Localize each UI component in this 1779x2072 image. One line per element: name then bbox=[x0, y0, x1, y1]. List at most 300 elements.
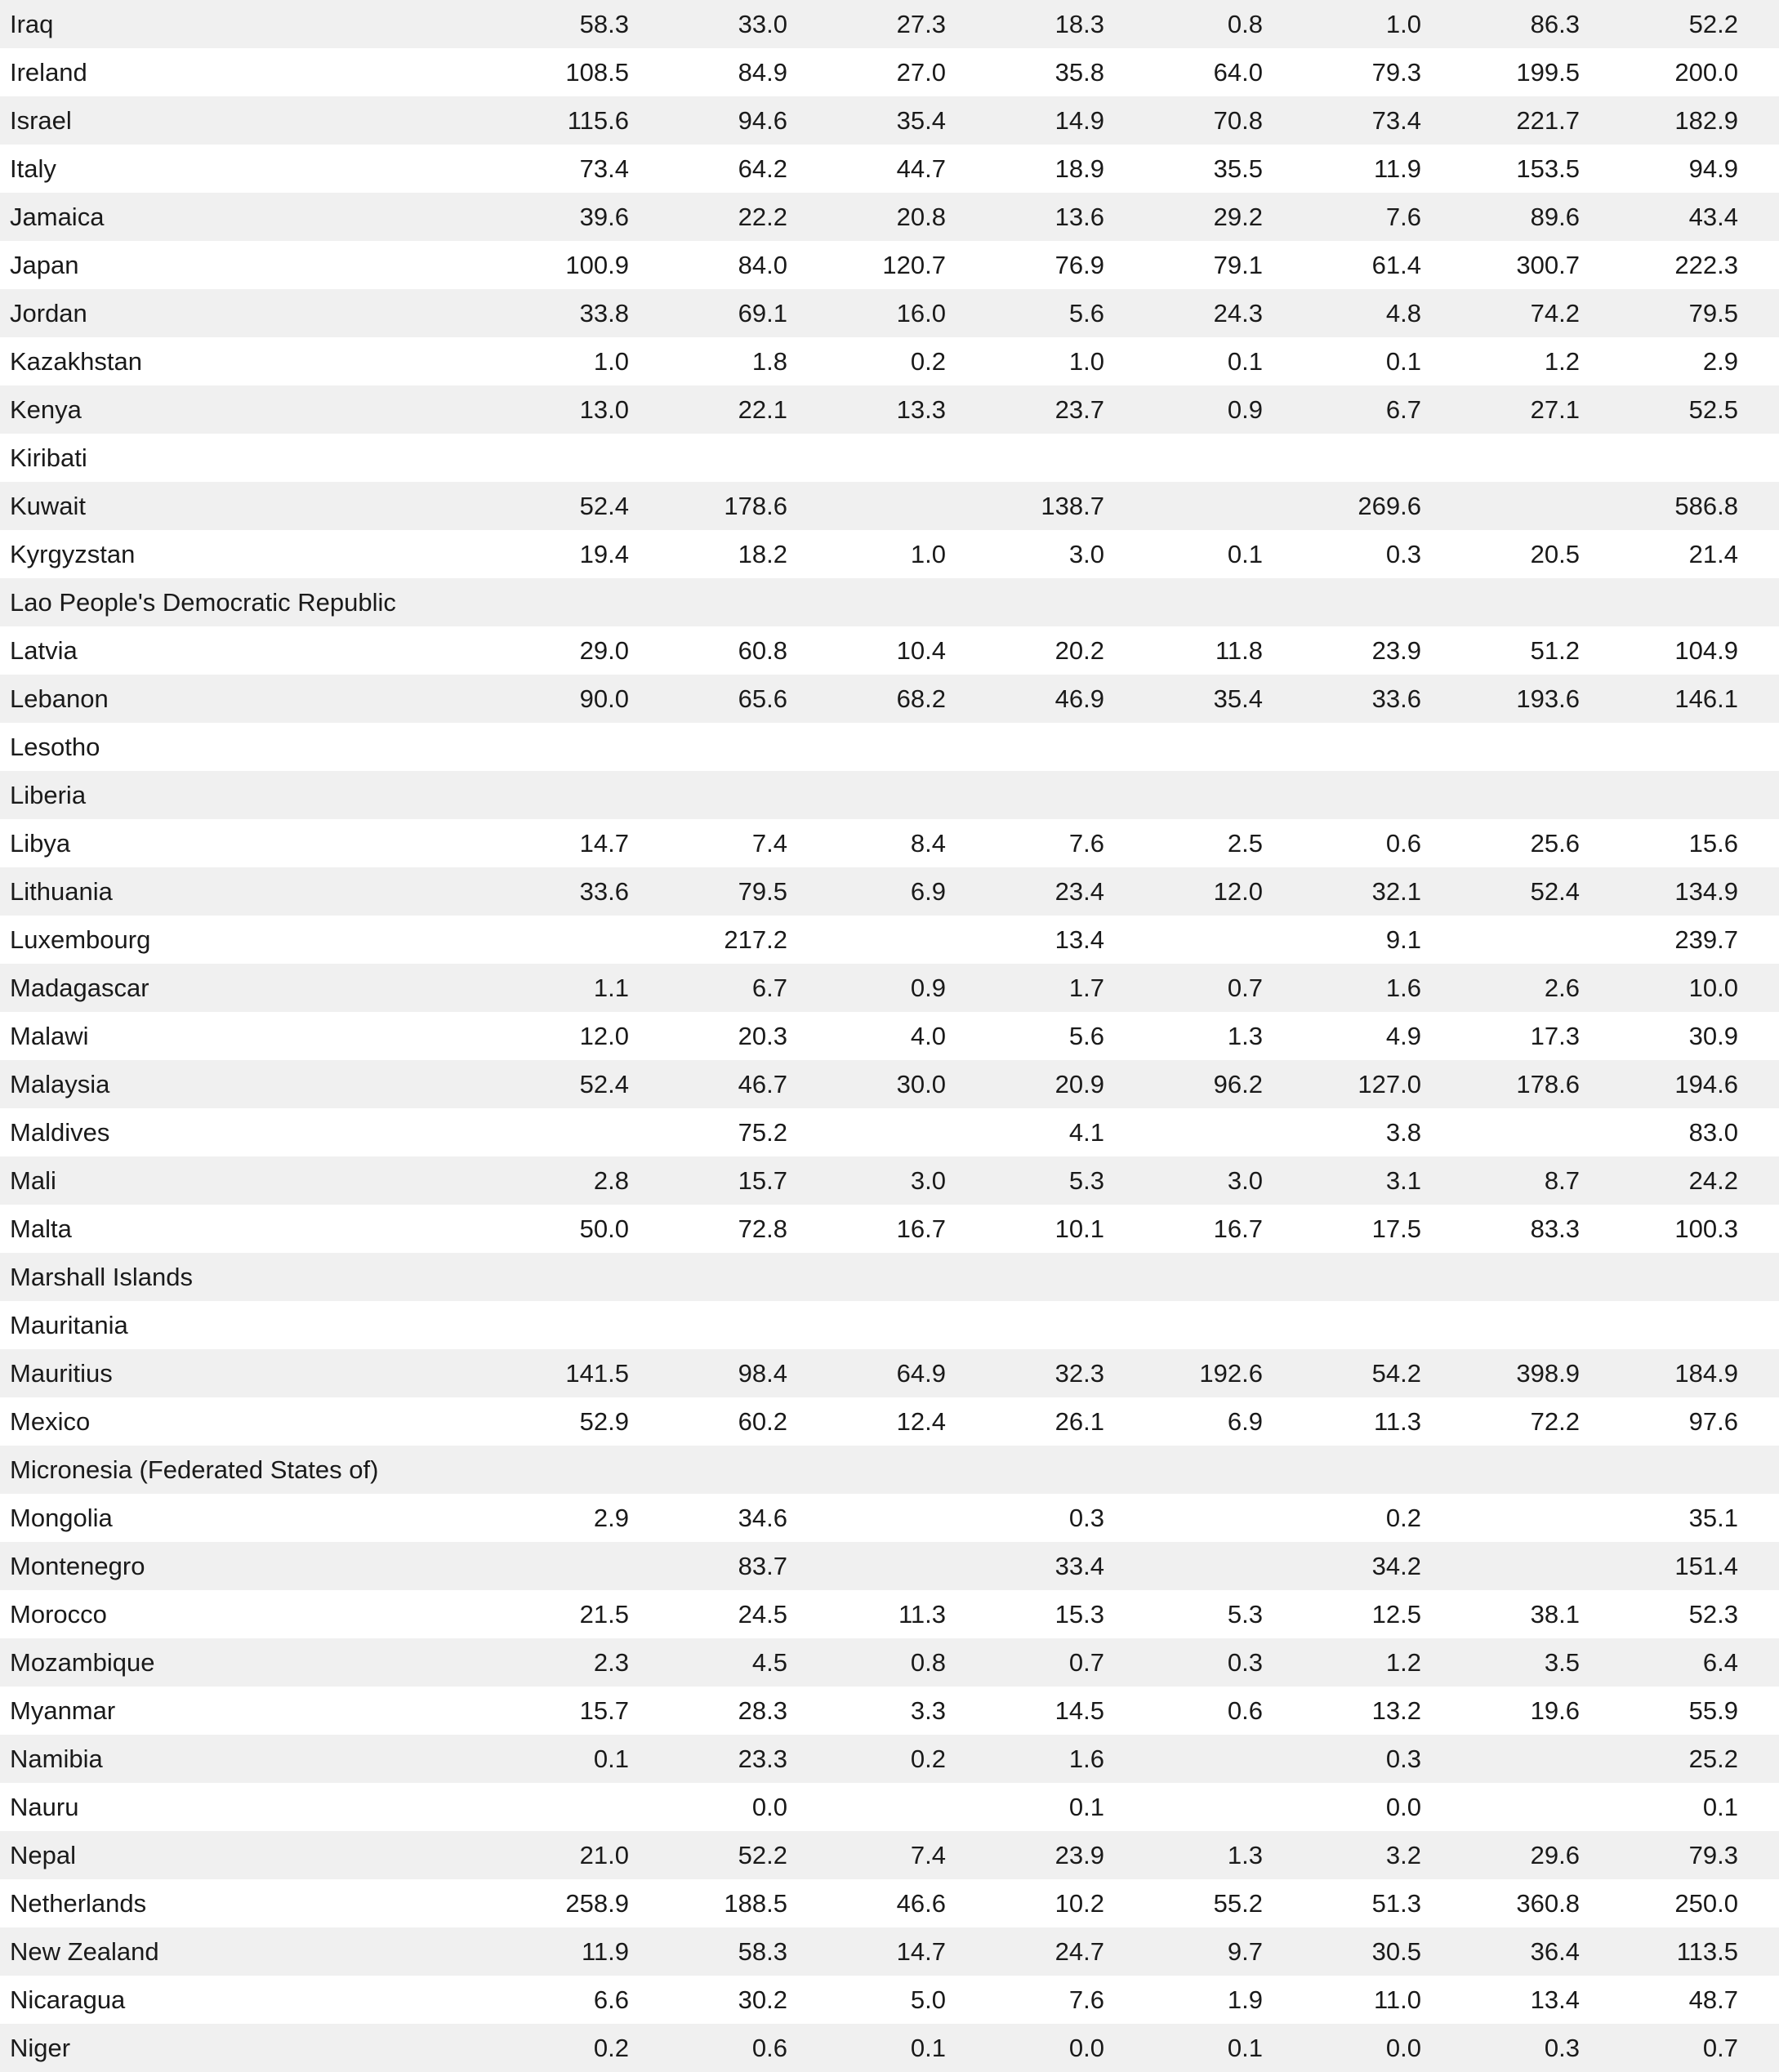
value-cell-col-5: 0.3 bbox=[1227, 1648, 1263, 1677]
value-cell-col-3: 1.0 bbox=[910, 540, 946, 568]
value-cell-col-7: 36.4 bbox=[1530, 1937, 1580, 1966]
country-name: Mauritius bbox=[10, 1359, 113, 1388]
table-row bbox=[0, 1012, 1779, 1060]
value-cell-col-1 bbox=[482, 434, 629, 482]
value-cell-col-7: 153.5 bbox=[1516, 154, 1580, 183]
value-cell-col-5: 29.2 bbox=[1213, 203, 1263, 231]
value-cell-col-2: 7.4 bbox=[751, 829, 787, 858]
value-cell-col-3 bbox=[799, 482, 946, 530]
table-row bbox=[0, 530, 1779, 578]
value-cell-col-2: 15.7 bbox=[738, 1166, 787, 1195]
value-cell-col-1: 13.0 bbox=[579, 395, 629, 424]
value-cell-col-7: 20.5 bbox=[1530, 540, 1580, 568]
value-cell-col-6: 54.2 bbox=[1371, 1359, 1421, 1388]
value-cell-col-1: 21.0 bbox=[579, 1841, 629, 1869]
country-name: Nepal bbox=[10, 1841, 76, 1869]
table-row bbox=[0, 1783, 1779, 1831]
value-cell-col-7: 199.5 bbox=[1516, 58, 1580, 87]
value-cell-col-8: 97.6 bbox=[1688, 1407, 1738, 1436]
value-cell-col-7: 398.9 bbox=[1516, 1359, 1580, 1388]
value-cell-col-2: 22.1 bbox=[738, 395, 787, 424]
value-cell-col-5: 0.7 bbox=[1227, 974, 1263, 1002]
value-cell-col-2: 18.2 bbox=[738, 540, 787, 568]
value-cell-col-2: 84.0 bbox=[738, 251, 787, 279]
value-cell-col-6: 1.0 bbox=[1385, 10, 1421, 38]
country-name: Maldives bbox=[10, 1118, 110, 1147]
value-cell-col-2 bbox=[640, 434, 787, 482]
value-cell-col-1: 108.5 bbox=[565, 58, 629, 87]
table-row bbox=[0, 1446, 1779, 1494]
value-cell-col-2: 0.6 bbox=[751, 2034, 787, 2062]
value-cell-col-8: 113.5 bbox=[1676, 1937, 1738, 1966]
value-cell-col-8: 43.4 bbox=[1688, 203, 1738, 231]
value-cell-col-8: 79.5 bbox=[1688, 299, 1738, 328]
value-cell-col-3: 12.4 bbox=[896, 1407, 946, 1436]
value-cell-col-8: 52.3 bbox=[1688, 1600, 1738, 1629]
value-cell-col-3 bbox=[799, 1783, 946, 1831]
table-row bbox=[0, 1831, 1779, 1879]
value-cell-col-2: 33.0 bbox=[738, 10, 787, 38]
country-name: Libya bbox=[10, 829, 71, 858]
value-cell-col-5 bbox=[1116, 1783, 1263, 1831]
value-cell-col-3: 20.8 bbox=[896, 203, 946, 231]
value-cell-col-1 bbox=[482, 1783, 629, 1831]
value-cell-col-7: 3.5 bbox=[1544, 1648, 1580, 1677]
value-cell-col-3: 8.4 bbox=[910, 829, 946, 858]
value-cell-col-7 bbox=[1433, 771, 1580, 819]
value-cell-col-4: 18.3 bbox=[1054, 10, 1104, 38]
value-cell-col-4: 35.8 bbox=[1054, 58, 1104, 87]
value-cell-col-8: 194.6 bbox=[1674, 1070, 1738, 1098]
value-cell-col-3 bbox=[799, 1542, 946, 1590]
country-name: Montenegro bbox=[10, 1552, 145, 1580]
value-cell-col-3 bbox=[799, 578, 946, 626]
table-row bbox=[0, 482, 1779, 530]
value-cell-col-4: 1.6 bbox=[1068, 1744, 1104, 1773]
value-cell-col-3: 46.6 bbox=[896, 1889, 946, 1918]
value-cell-col-2: 0.0 bbox=[751, 1793, 787, 1821]
table-row bbox=[0, 48, 1779, 96]
value-cell-col-6: 3.2 bbox=[1385, 1841, 1421, 1869]
value-cell-col-6: 51.3 bbox=[1371, 1889, 1421, 1918]
value-cell-col-6 bbox=[1274, 1301, 1421, 1349]
value-cell-col-8 bbox=[1591, 434, 1738, 482]
value-cell-col-6: 269.6 bbox=[1358, 492, 1421, 520]
value-cell-col-6: 13.2 bbox=[1371, 1696, 1421, 1725]
value-cell-col-8: 30.9 bbox=[1688, 1022, 1738, 1050]
value-cell-col-8: 146.1 bbox=[1674, 684, 1738, 713]
table-row bbox=[0, 1638, 1779, 1687]
value-cell-col-7 bbox=[1433, 434, 1580, 482]
value-cell-col-2 bbox=[640, 1446, 787, 1494]
value-cell-col-3: 30.0 bbox=[896, 1070, 946, 1098]
value-cell-col-5 bbox=[1116, 434, 1263, 482]
value-cell-col-6: 3.8 bbox=[1385, 1118, 1421, 1147]
value-cell-col-2: 64.2 bbox=[738, 154, 787, 183]
value-cell-col-8: 52.2 bbox=[1688, 10, 1738, 38]
value-cell-col-1 bbox=[482, 916, 629, 964]
value-cell-col-4: 76.9 bbox=[1054, 251, 1104, 279]
value-cell-col-7: 27.1 bbox=[1530, 395, 1580, 424]
table-row bbox=[0, 916, 1779, 964]
country-name: Lao People's Democratic Republic bbox=[10, 588, 396, 617]
value-cell-col-1 bbox=[482, 1253, 629, 1301]
value-cell-col-7 bbox=[1433, 1783, 1580, 1831]
value-cell-col-8: 239.7 bbox=[1674, 925, 1738, 954]
value-cell-col-8: 250.0 bbox=[1674, 1889, 1738, 1918]
value-cell-col-2: 94.6 bbox=[738, 106, 787, 135]
value-cell-col-6: 0.0 bbox=[1385, 1793, 1421, 1821]
value-cell-col-8: 83.0 bbox=[1688, 1118, 1738, 1147]
value-cell-col-1: 100.9 bbox=[565, 251, 629, 279]
value-cell-col-8 bbox=[1591, 723, 1738, 771]
value-cell-col-2: 23.3 bbox=[738, 1744, 787, 1773]
value-cell-col-8 bbox=[1591, 1301, 1738, 1349]
value-cell-col-6 bbox=[1274, 1253, 1421, 1301]
value-cell-col-4: 23.9 bbox=[1054, 1841, 1104, 1869]
table-row bbox=[0, 1976, 1779, 2024]
value-cell-col-5 bbox=[1116, 1735, 1263, 1783]
value-cell-col-7 bbox=[1433, 1735, 1580, 1783]
country-name: Jamaica bbox=[10, 203, 105, 231]
value-cell-col-1 bbox=[482, 723, 629, 771]
value-cell-col-2 bbox=[640, 578, 787, 626]
value-cell-col-4: 13.6 bbox=[1054, 203, 1104, 231]
value-cell-col-8: 104.9 bbox=[1674, 636, 1738, 665]
value-cell-col-2: 84.9 bbox=[738, 58, 787, 87]
value-cell-col-2: 60.2 bbox=[738, 1407, 787, 1436]
value-cell-col-5 bbox=[1116, 482, 1263, 530]
table-row bbox=[0, 1687, 1779, 1735]
value-cell-col-1: 33.8 bbox=[579, 299, 629, 328]
table-row bbox=[0, 723, 1779, 771]
country-name: Niger bbox=[10, 2034, 71, 2062]
value-cell-col-6: 4.9 bbox=[1385, 1022, 1421, 1050]
value-cell-col-6: 23.9 bbox=[1371, 636, 1421, 665]
value-cell-col-7: 2.6 bbox=[1544, 974, 1580, 1002]
value-cell-col-1: 1.1 bbox=[593, 974, 629, 1002]
table-row bbox=[0, 193, 1779, 241]
value-cell-col-7: 8.7 bbox=[1544, 1166, 1580, 1195]
value-cell-col-3: 0.2 bbox=[910, 347, 946, 376]
value-cell-col-2: 217.2 bbox=[724, 925, 787, 954]
value-cell-col-6: 11.0 bbox=[1373, 1985, 1421, 2014]
table-row bbox=[0, 241, 1779, 289]
country-name: New Zealand bbox=[10, 1937, 159, 1966]
value-cell-col-2: 178.6 bbox=[724, 492, 787, 520]
country-name: Namibia bbox=[10, 1744, 103, 1773]
value-cell-col-3 bbox=[799, 771, 946, 819]
value-cell-col-6: 61.4 bbox=[1371, 251, 1421, 279]
value-cell-col-8: 55.9 bbox=[1688, 1696, 1738, 1725]
country-name: Lebanon bbox=[10, 684, 109, 713]
value-cell-col-7 bbox=[1433, 1542, 1580, 1590]
value-cell-col-4 bbox=[957, 1446, 1104, 1494]
value-cell-col-3: 11.3 bbox=[898, 1600, 946, 1629]
value-cell-col-7 bbox=[1433, 916, 1580, 964]
table-row bbox=[0, 819, 1779, 867]
country-name: Jordan bbox=[10, 299, 87, 328]
value-cell-col-5: 79.1 bbox=[1213, 251, 1263, 279]
value-cell-col-8: 15.6 bbox=[1688, 829, 1738, 858]
country-name: Netherlands bbox=[10, 1889, 147, 1918]
value-cell-col-4: 0.0 bbox=[1068, 2034, 1104, 2062]
value-cell-col-3: 35.4 bbox=[896, 106, 946, 135]
value-cell-col-1 bbox=[482, 578, 629, 626]
value-cell-col-7: 52.4 bbox=[1530, 877, 1580, 906]
country-name: Iraq bbox=[10, 10, 54, 38]
value-cell-col-1: 90.0 bbox=[579, 684, 629, 713]
value-cell-col-6: 0.6 bbox=[1385, 829, 1421, 858]
value-cell-col-8: 0.7 bbox=[1702, 2034, 1738, 2062]
value-cell-col-3: 7.4 bbox=[910, 1841, 946, 1869]
value-cell-col-4: 10.1 bbox=[1054, 1214, 1104, 1243]
value-cell-col-6: 32.1 bbox=[1371, 877, 1421, 906]
value-cell-col-5 bbox=[1116, 1542, 1263, 1590]
value-cell-col-6: 127.0 bbox=[1358, 1070, 1421, 1098]
country-name: Lithuania bbox=[10, 877, 113, 906]
value-cell-col-4: 33.4 bbox=[1054, 1552, 1104, 1580]
value-cell-col-6: 79.3 bbox=[1371, 58, 1421, 87]
country-name: Lesotho bbox=[10, 733, 100, 761]
value-cell-col-2: 60.8 bbox=[738, 636, 787, 665]
value-cell-col-8: 52.5 bbox=[1688, 395, 1738, 424]
value-cell-col-1: 39.6 bbox=[579, 203, 629, 231]
value-cell-col-1: 258.9 bbox=[565, 1889, 629, 1918]
value-cell-col-7: 360.8 bbox=[1516, 1889, 1580, 1918]
value-cell-col-5 bbox=[1116, 916, 1263, 964]
value-cell-col-4: 1.7 bbox=[1068, 974, 1104, 1002]
value-cell-col-6: 30.5 bbox=[1371, 1937, 1421, 1966]
table-row bbox=[0, 675, 1779, 723]
table-row bbox=[0, 771, 1779, 819]
value-cell-col-1: 50.0 bbox=[579, 1214, 629, 1243]
value-cell-col-2: 75.2 bbox=[738, 1118, 787, 1147]
value-cell-col-3: 0.9 bbox=[910, 974, 946, 1002]
value-cell-col-3: 120.7 bbox=[882, 251, 946, 279]
value-cell-col-5 bbox=[1116, 1253, 1263, 1301]
country-name: Nauru bbox=[10, 1793, 79, 1821]
value-cell-col-3: 27.0 bbox=[896, 58, 946, 87]
value-cell-col-7: 83.3 bbox=[1530, 1214, 1580, 1243]
value-cell-col-4 bbox=[957, 578, 1104, 626]
country-name: Luxembourg bbox=[10, 925, 151, 954]
table-row bbox=[0, 1590, 1779, 1638]
value-cell-col-3: 44.7 bbox=[896, 154, 946, 183]
value-cell-col-4 bbox=[957, 771, 1104, 819]
value-cell-col-6: 34.2 bbox=[1371, 1552, 1421, 1580]
value-cell-col-5: 0.6 bbox=[1227, 1696, 1263, 1725]
country-name: Myanmar bbox=[10, 1696, 116, 1725]
value-cell-col-5: 11.8 bbox=[1215, 636, 1263, 665]
value-cell-col-6: 0.3 bbox=[1385, 1744, 1421, 1773]
value-cell-col-8: 151.4 bbox=[1674, 1552, 1738, 1580]
value-cell-col-2: 28.3 bbox=[738, 1696, 787, 1725]
value-cell-col-6: 11.9 bbox=[1373, 154, 1421, 183]
value-cell-col-4: 15.3 bbox=[1054, 1600, 1104, 1629]
value-cell-col-5 bbox=[1116, 1494, 1263, 1542]
table-row bbox=[0, 2024, 1779, 2072]
value-cell-col-7: 13.4 bbox=[1530, 1985, 1580, 2014]
value-cell-col-8: 79.3 bbox=[1688, 1841, 1738, 1869]
table-row bbox=[0, 626, 1779, 675]
value-cell-col-7: 89.6 bbox=[1530, 203, 1580, 231]
value-cell-col-5: 1.3 bbox=[1227, 1022, 1263, 1050]
country-name: Mauritania bbox=[10, 1311, 128, 1339]
value-cell-col-5: 1.9 bbox=[1227, 1985, 1263, 2014]
value-cell-col-3: 0.1 bbox=[910, 2034, 946, 2062]
country-name: Kenya bbox=[10, 395, 82, 424]
value-cell-col-7: 72.2 bbox=[1530, 1407, 1580, 1436]
value-cell-col-5: 35.4 bbox=[1213, 684, 1263, 713]
table-row bbox=[0, 1156, 1779, 1205]
value-cell-col-8 bbox=[1591, 1253, 1738, 1301]
value-cell-col-2: 65.6 bbox=[738, 684, 787, 713]
value-cell-col-8: 586.8 bbox=[1674, 492, 1738, 520]
value-cell-col-4: 10.2 bbox=[1054, 1889, 1104, 1918]
value-cell-col-4: 1.0 bbox=[1068, 347, 1104, 376]
value-cell-col-4: 26.1 bbox=[1054, 1407, 1104, 1436]
value-cell-col-6: 73.4 bbox=[1371, 106, 1421, 135]
value-cell-col-2: 98.4 bbox=[738, 1359, 787, 1388]
country-name: Mozambique bbox=[10, 1648, 155, 1677]
value-cell-col-4: 0.1 bbox=[1068, 1793, 1104, 1821]
value-cell-col-3 bbox=[799, 1253, 946, 1301]
value-cell-col-1: 141.5 bbox=[565, 1359, 629, 1388]
value-cell-col-2: 20.3 bbox=[738, 1022, 787, 1050]
value-cell-col-4: 14.9 bbox=[1054, 106, 1104, 135]
table-row bbox=[0, 867, 1779, 916]
value-cell-col-2 bbox=[640, 723, 787, 771]
value-cell-col-3 bbox=[799, 1301, 946, 1349]
table-row bbox=[0, 964, 1779, 1012]
value-cell-col-6: 0.3 bbox=[1385, 540, 1421, 568]
value-cell-col-4: 5.6 bbox=[1068, 1022, 1104, 1050]
value-cell-col-8 bbox=[1591, 578, 1738, 626]
value-cell-col-4: 18.9 bbox=[1054, 154, 1104, 183]
country-name: Kiribati bbox=[10, 443, 87, 472]
value-cell-col-4: 0.3 bbox=[1068, 1504, 1104, 1532]
value-cell-col-4: 138.7 bbox=[1041, 492, 1104, 520]
value-cell-col-4: 3.0 bbox=[1068, 540, 1104, 568]
value-cell-col-3: 5.0 bbox=[910, 1985, 946, 2014]
country-name: Latvia bbox=[10, 636, 78, 665]
value-cell-col-1 bbox=[482, 1542, 629, 1590]
value-cell-col-6 bbox=[1274, 434, 1421, 482]
value-cell-col-5: 0.8 bbox=[1227, 10, 1263, 38]
value-cell-col-5: 9.7 bbox=[1227, 1937, 1263, 1966]
value-cell-col-8: 24.2 bbox=[1688, 1166, 1738, 1195]
table-row bbox=[0, 1397, 1779, 1446]
value-cell-col-2: 34.6 bbox=[738, 1504, 787, 1532]
value-cell-col-4: 13.4 bbox=[1054, 925, 1104, 954]
value-cell-col-1 bbox=[482, 1446, 629, 1494]
value-cell-col-1: 52.9 bbox=[579, 1407, 629, 1436]
value-cell-col-1: 15.7 bbox=[579, 1696, 629, 1725]
value-cell-col-7: 193.6 bbox=[1516, 684, 1580, 713]
table-row bbox=[0, 1108, 1779, 1156]
value-cell-col-2: 58.3 bbox=[738, 1937, 787, 1966]
value-cell-col-4: 7.6 bbox=[1068, 829, 1104, 858]
value-cell-col-5 bbox=[1116, 1446, 1263, 1494]
value-cell-col-5: 2.5 bbox=[1227, 829, 1263, 858]
value-cell-col-6: 1.2 bbox=[1385, 1648, 1421, 1677]
value-cell-col-2: 6.7 bbox=[751, 974, 787, 1002]
country-name: Mexico bbox=[10, 1407, 91, 1436]
value-cell-col-5: 192.6 bbox=[1199, 1359, 1263, 1388]
value-cell-col-2: 69.1 bbox=[738, 299, 787, 328]
table-row bbox=[0, 385, 1779, 434]
value-cell-col-3 bbox=[799, 1446, 946, 1494]
value-cell-col-4: 46.9 bbox=[1054, 684, 1104, 713]
value-cell-col-7: 0.3 bbox=[1544, 2034, 1580, 2062]
value-cell-col-7: 38.1 bbox=[1530, 1600, 1580, 1629]
value-cell-col-1 bbox=[482, 1301, 629, 1349]
value-cell-col-8: 48.7 bbox=[1688, 1985, 1738, 2014]
value-cell-col-3: 3.3 bbox=[910, 1696, 946, 1725]
country-name: Marshall Islands bbox=[10, 1263, 193, 1291]
table-row bbox=[0, 337, 1779, 385]
country-name: Israel bbox=[10, 106, 72, 135]
value-cell-col-8: 10.0 bbox=[1688, 974, 1738, 1002]
value-cell-col-3: 0.8 bbox=[910, 1648, 946, 1677]
value-cell-col-7 bbox=[1433, 482, 1580, 530]
value-cell-col-3 bbox=[799, 1108, 946, 1156]
value-cell-col-2: 188.5 bbox=[724, 1889, 787, 1918]
value-cell-col-2 bbox=[640, 1301, 787, 1349]
value-cell-col-3: 16.0 bbox=[896, 299, 946, 328]
value-cell-col-3: 64.9 bbox=[896, 1359, 946, 1388]
value-cell-col-5: 12.0 bbox=[1213, 877, 1263, 906]
value-cell-col-1 bbox=[482, 771, 629, 819]
table-row bbox=[0, 145, 1779, 193]
value-cell-col-2: 24.5 bbox=[738, 1600, 787, 1629]
value-cell-col-1: 2.8 bbox=[593, 1166, 629, 1195]
value-cell-col-1: 73.4 bbox=[579, 154, 629, 183]
value-cell-col-6: 7.6 bbox=[1385, 203, 1421, 231]
country-name: Kyrgyzstan bbox=[10, 540, 136, 568]
value-cell-col-7: 25.6 bbox=[1530, 829, 1580, 858]
value-cell-col-8: 100.3 bbox=[1674, 1214, 1738, 1243]
value-cell-col-1 bbox=[482, 1108, 629, 1156]
value-cell-col-2: 30.2 bbox=[738, 1985, 787, 2014]
value-cell-col-8: 0.1 bbox=[1702, 1793, 1738, 1821]
table-row bbox=[0, 1735, 1779, 1783]
table-row bbox=[0, 1301, 1779, 1349]
table-row bbox=[0, 1060, 1779, 1108]
table-row bbox=[0, 0, 1779, 48]
value-cell-col-4: 0.7 bbox=[1068, 1648, 1104, 1677]
value-cell-col-1: 0.2 bbox=[593, 2034, 629, 2062]
value-cell-col-1: 12.0 bbox=[579, 1022, 629, 1050]
country-name: Malawi bbox=[10, 1022, 89, 1050]
country-name: Madagascar bbox=[10, 974, 149, 1002]
value-cell-col-1: 115.6 bbox=[567, 106, 629, 135]
value-cell-col-6: 33.6 bbox=[1371, 684, 1421, 713]
table-row bbox=[0, 96, 1779, 145]
value-cell-col-5: 16.7 bbox=[1213, 1214, 1263, 1243]
country-name: Liberia bbox=[10, 781, 87, 809]
value-cell-col-4 bbox=[957, 723, 1104, 771]
value-cell-col-5: 96.2 bbox=[1213, 1070, 1263, 1098]
value-cell-col-8 bbox=[1591, 771, 1738, 819]
value-cell-col-3: 4.0 bbox=[910, 1022, 946, 1050]
value-cell-col-8: 200.0 bbox=[1674, 58, 1738, 87]
value-cell-col-3: 6.9 bbox=[910, 877, 946, 906]
value-cell-col-3: 16.7 bbox=[896, 1214, 946, 1243]
table-row bbox=[0, 434, 1779, 482]
value-cell-col-1: 52.4 bbox=[579, 492, 629, 520]
